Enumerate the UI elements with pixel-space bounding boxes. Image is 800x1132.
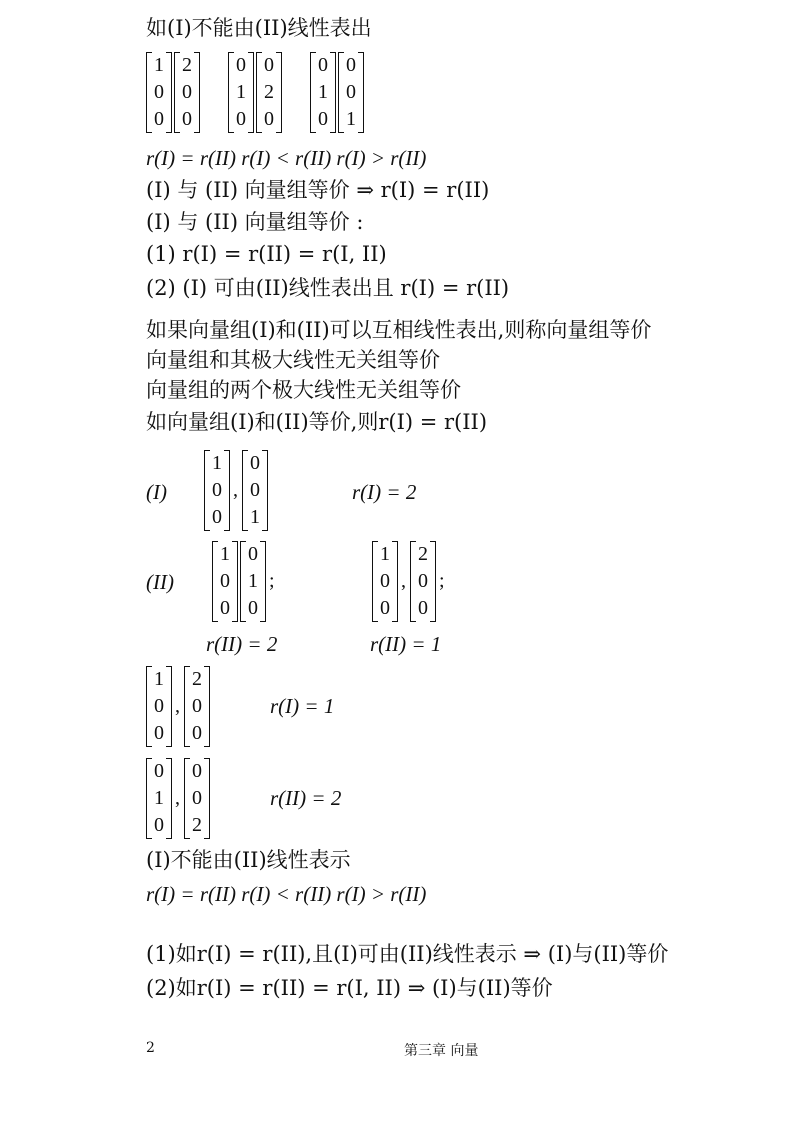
- example2-right-matrices: 1 0 0 , 2 0 0 ;: [372, 541, 449, 622]
- example3-a-rank: r(I) = 1: [270, 694, 335, 718]
- matrix: 1 0 0: [146, 52, 172, 133]
- matrix: 0 0 1: [338, 52, 364, 133]
- example3-b-rank: r(II) = 2: [270, 786, 342, 810]
- example2-left-matrices: 1 0 0 0 1 0 ;: [212, 541, 279, 622]
- condition-2: (2) (I) 可由(II)线性表出且 r(I) = r(II): [146, 276, 510, 300]
- definition-two-maximal-subsets: 向量组的两个极大线性无关组等价: [146, 378, 461, 402]
- theorem-1: (1)如r(I) = r(II),且(I)可由(II)线性表示 ⇒ (I)与(II)等价: [146, 942, 669, 966]
- matrix: 2 0 0: [410, 541, 436, 622]
- example2-right-rank: r(II) = 1: [370, 632, 442, 656]
- line-not-expressible: 如(I)不能由(II)线性表出: [146, 16, 372, 40]
- equivalence-implies-rank: (I) 与 (II) 向量组等价 ⇒ r(I) = r(II): [146, 178, 490, 202]
- matrix: 1 0 0: [146, 666, 172, 747]
- theorem-2: (2)如r(I) = r(II) = r(I, II) ⇒ (I)与(II)等价: [146, 976, 553, 1000]
- matrix: 0 2 0: [256, 52, 282, 133]
- matrix: 0 1 0: [146, 758, 172, 839]
- definition-maximal-subset: 向量组和其极大线性无关组等价: [146, 348, 440, 372]
- equivalence-conditions-heading: (I) 与 (II) 向量组等价 :: [146, 210, 364, 234]
- example3-b-matrices: 0 1 0 , 0 0 2: [146, 758, 212, 839]
- example2-label: (II): [146, 570, 174, 594]
- matrix: 2 0 0: [174, 52, 200, 133]
- rank-comparison-line: r(I) = r(II) r(I) < r(II) r(I) > r(II): [146, 146, 427, 170]
- condition-1: (1) r(I) = r(II) = r(I, II): [146, 242, 387, 266]
- example1-rank: r(I) = 2: [352, 480, 417, 504]
- matrix: 0 1 0: [310, 52, 336, 133]
- example1-label: (I): [146, 480, 167, 504]
- matrix: 0 1 0: [228, 52, 254, 133]
- matrix-row-top: [146, 52, 366, 133]
- example1-matrices: 1 0 0 , 0 0 1: [204, 450, 270, 531]
- example3-a-matrices: 1 0 0 , 2 0 0: [146, 666, 212, 747]
- matrix: 1 0 0: [372, 541, 398, 622]
- matrix: 1 0 0: [204, 450, 230, 531]
- rank-comparison-line-2: r(I) = r(II) r(I) < r(II) r(I) > r(II): [146, 882, 427, 906]
- matrix: 0 0 2: [184, 758, 210, 839]
- matrix: 1 0 0: [212, 541, 238, 622]
- matrix: 2 0 0: [184, 666, 210, 747]
- line-not-representable: (I)不能由(II)线性表示: [146, 848, 351, 872]
- page-number: 2: [146, 1040, 155, 1056]
- example2-left-rank: r(II) = 2: [206, 632, 278, 656]
- definition-rank-equal: 如向量组(I)和(II)等价,则r(I) = r(II): [146, 410, 488, 434]
- chapter-title: 第三章 向量: [404, 1043, 479, 1059]
- matrix: 0 0 1: [242, 450, 268, 531]
- definition-equivalence: 如果向量组(I)和(II)可以互相线性表出,则称向量组等价: [146, 318, 652, 342]
- matrix: 0 1 0: [240, 541, 266, 622]
